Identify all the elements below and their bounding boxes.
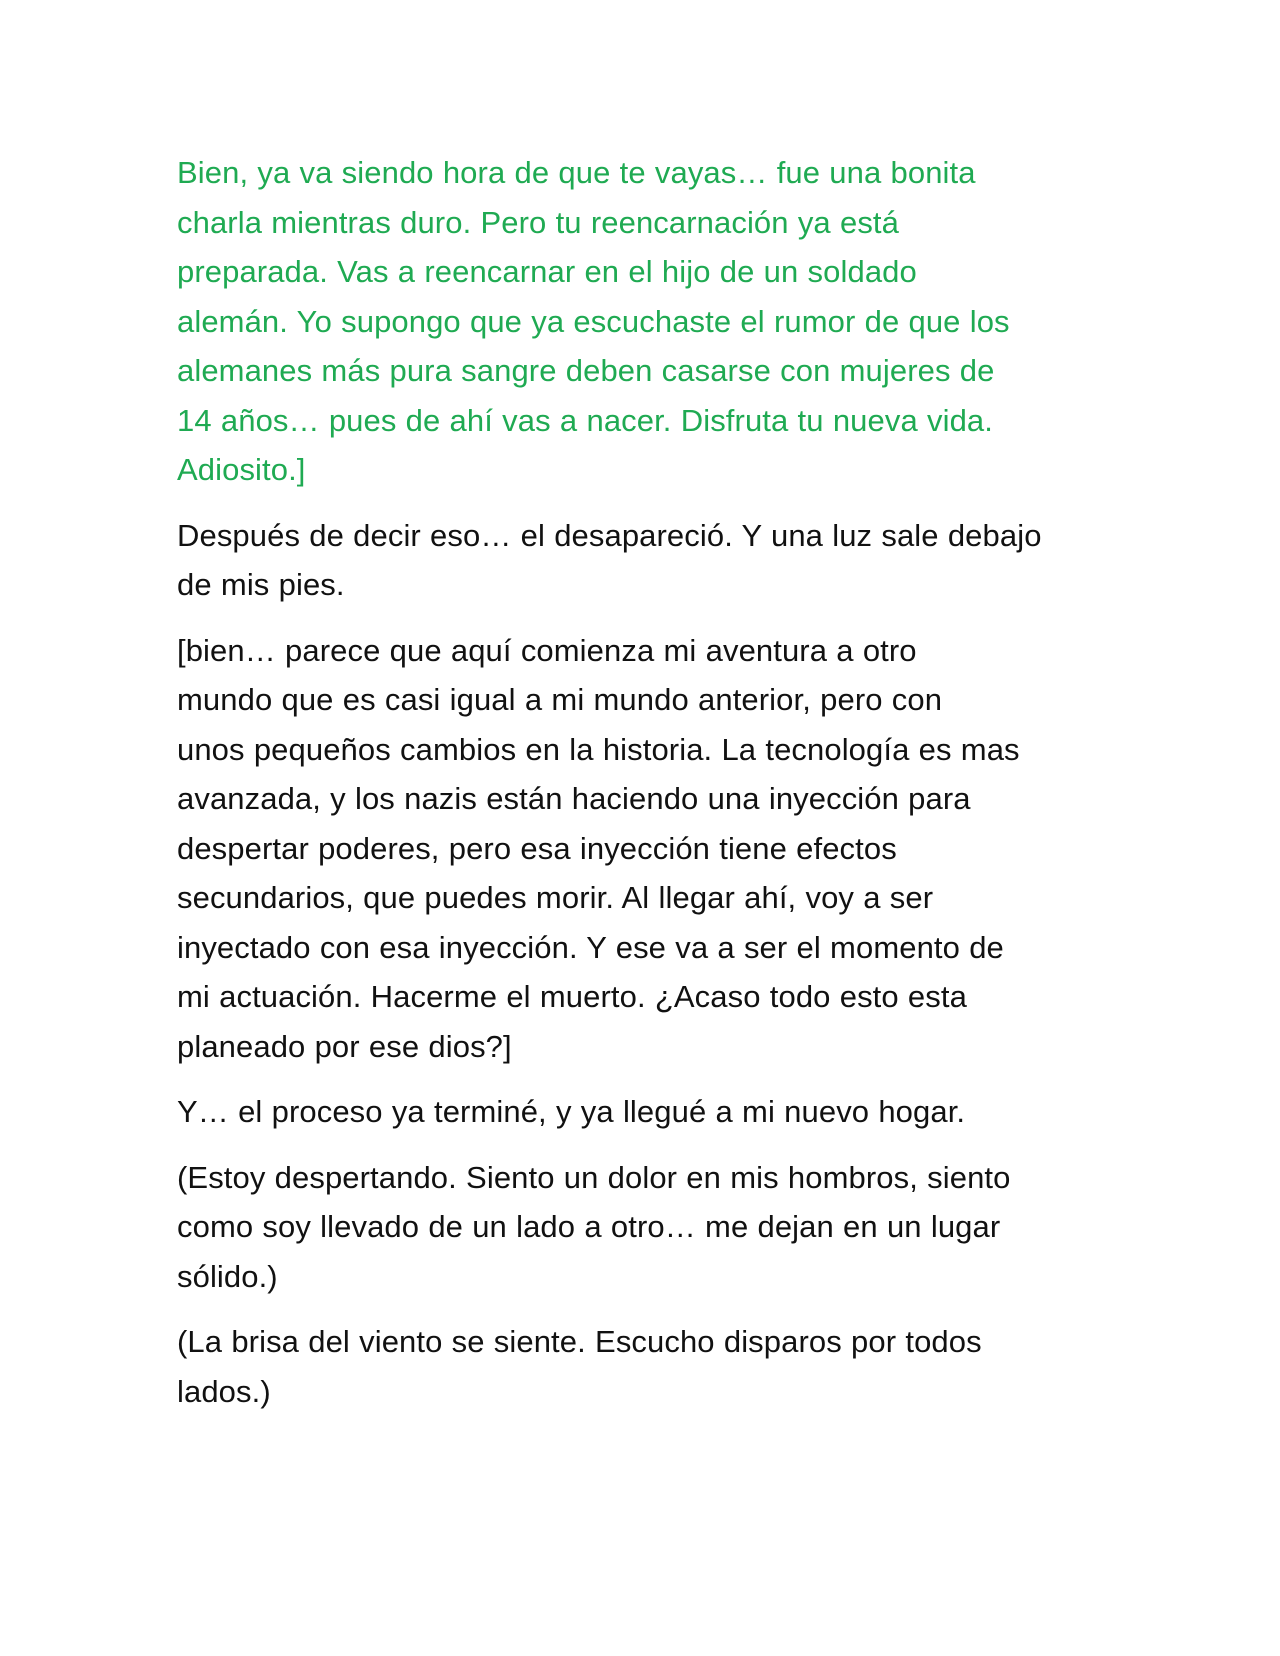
text-line: alemán. Yo supongo que ya escuchaste el rumor de que los [177,303,1010,339]
text-line: avanzada, y los nazis están haciendo una inyección para [177,781,971,816]
text-line: lados.) [177,1373,271,1409]
text-line: mundo que es casi igual a mi mundo anterior, pero con [177,682,943,717]
text-line: Adiosito.] [177,452,306,487]
text-line: 14 años… pues de ahí vas a nacer. Disfruta tu nueva vida. [177,402,993,438]
narration-paragraph [177,1153,1107,1302]
text-line: Y… el proceso ya terminé, y ya llegué a mi nuevo hogar. [177,1094,966,1129]
text-line: de mis pies. [177,567,345,602]
document-body [177,148,1107,1432]
text-line: mi actuación. Hacerme el muerto. ¿Acaso todo esto esta [177,979,967,1014]
narration-paragraph [177,626,1107,1072]
text-line: (Estoy despertando. Siento un dolor en mis hombros, siento [177,1159,1011,1195]
text-line: inyectado con esa inyección. Y ese va a ser el momento de [177,929,1004,965]
text-line: (La brisa del viento se siente. Escucho disparos por todos [177,1324,982,1359]
text-line: sólido.) [177,1258,278,1294]
text-line: [bien… parece que aquí comienza mi aventura a otro [177,632,917,668]
text-line: planeado por ese dios?] [177,1028,512,1064]
narration-paragraph [177,511,1107,610]
text-line: despertar poderes, pero esa inyección tiene efectos [177,830,897,866]
text-line: charla mientras duro. Pero tu reencarnación ya está [177,204,899,240]
narration-paragraph [177,1317,1107,1416]
speech-paragraph [177,148,1107,495]
text-line: unos pequeños cambios en la historia. La tecnología es mas [177,731,1020,767]
text-line: alemanes más pura sangre deben casarse con mujeres de [177,353,995,388]
text-line: Bien, ya va siendo hora de que te vayas… fue una bonita [177,155,976,190]
text-line: como soy llevado de un lado a otro… me dejan en un lugar [177,1209,1001,1244]
text-line: preparada. Vas a reencarnar en el hijo de un soldado [177,254,917,289]
text-line: Después de decir eso… el desapareció. Y una luz sale debajo [177,517,1042,553]
narration-paragraph [177,1087,1107,1137]
text-line: secundarios, que puedes morir. Al llegar ahí, voy a ser [177,880,934,915]
